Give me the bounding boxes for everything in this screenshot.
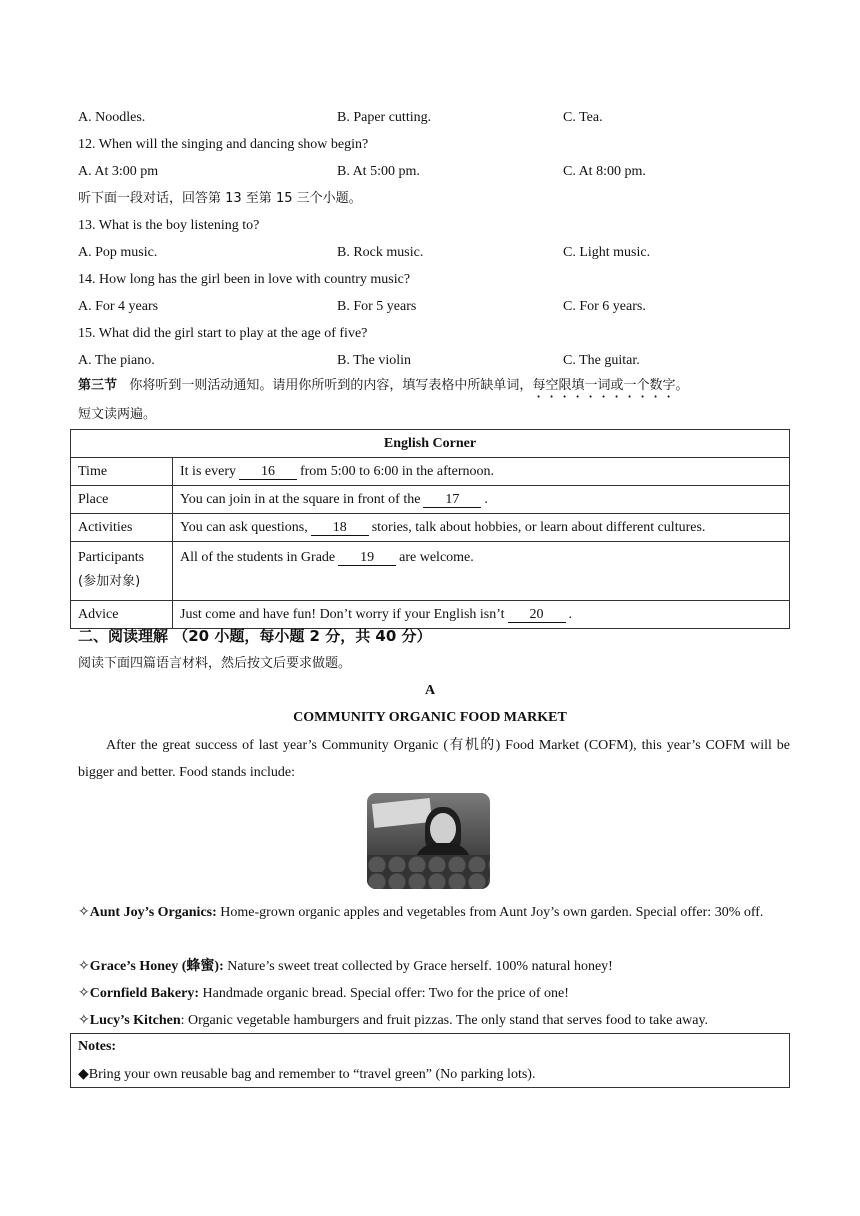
text: Just come and have fun! Don’t worry if your English isn’t	[180, 606, 505, 622]
bullet-icon: ✧	[78, 905, 90, 920]
photo-banner	[372, 798, 432, 828]
option: C. For 6 years.	[563, 299, 646, 314]
stand-desc: : Organic vegetable hamburgers and fruit pizzas. The only stand that serves food to take away.	[180, 1013, 709, 1028]
stand-name: Grace’s Honey (蜂蜜):	[89, 959, 224, 974]
option: A. For 4 years	[78, 299, 159, 314]
stand-item	[78, 1007, 790, 1034]
text: All of the students in Grade	[180, 550, 336, 565]
stand-desc: Nature’s sweet treat collected by Grace herself. 100% natural honey!	[223, 959, 613, 974]
bullet-icon: ✧	[78, 986, 90, 1001]
option: C. At 8:00 pm.	[563, 164, 646, 179]
stand-name: Aunt Joy’s Organics:	[89, 905, 217, 920]
option: C. The guitar.	[563, 353, 640, 368]
option: B. The violin	[337, 353, 412, 368]
row-content	[173, 514, 790, 542]
table-row	[71, 458, 790, 486]
english-corner-table	[70, 429, 790, 629]
text: You can ask questions,	[180, 519, 308, 535]
text: are welcome.	[399, 550, 474, 565]
stand-name: Cornfield Bakery:	[89, 986, 199, 1001]
text: You can join in at the square in front of the	[180, 491, 421, 507]
option: A. The piano.	[78, 353, 155, 368]
notes-item: ◆Bring your own reusable bag and remember to “travel green” (No parking lots).	[78, 1067, 536, 1082]
answer-blank-20[interactable]: 20	[508, 607, 566, 623]
option: A. At 3:00 pm	[78, 164, 159, 179]
option: B. At 5:00 pm.	[337, 164, 420, 179]
option: C. Light music.	[563, 245, 651, 260]
question-13: 13. What is the boy listening to?	[78, 218, 260, 233]
notes-title: Notes:	[78, 1039, 117, 1054]
reading-instruction: 阅读下面四篇语言材料，然后按文后要求做题。	[78, 656, 352, 671]
text: .	[484, 491, 488, 507]
section3-instruction-line2: 短文读两遍。	[78, 407, 157, 422]
table-title: English Corner	[71, 430, 790, 458]
row-label	[71, 542, 173, 601]
row-content	[173, 486, 790, 514]
row-label: Time	[71, 458, 173, 486]
section3-instruction	[78, 377, 688, 395]
text: stories, talk about hobbies, or learn about different cultures.	[371, 519, 706, 535]
option: B. For 5 years	[337, 299, 417, 314]
bullet-icon: ✧	[78, 1013, 90, 1028]
question-15: 15. What did the girl start to play at the age of five?	[78, 326, 368, 341]
market-photo	[367, 793, 490, 889]
photo-vegetables	[367, 855, 490, 889]
section3-label: 第三节	[78, 378, 118, 393]
question-12: 12. When will the singing and dancing show begin?	[78, 137, 369, 152]
stand-desc: Handmade organic bread. Special offer: Two for the price of one!	[199, 986, 569, 1001]
section3-text: 你将听到一则活动通知。请用你所听到的内容，填写表格中所缺单词，	[129, 378, 533, 393]
table-row	[71, 542, 790, 601]
passage-title: COMMUNITY ORGANIC FOOD MARKET	[293, 710, 567, 725]
row-label: Place	[71, 486, 173, 514]
reading-heading: 二、阅读理解 （20 小题，每小题 2 分，共 40 分）	[78, 627, 432, 645]
text: from 5:00 to 6:00 in the afternoon.	[299, 463, 495, 479]
photo-face	[430, 813, 456, 845]
row-content	[173, 458, 790, 486]
stand-item	[78, 899, 790, 926]
stand-desc: Home-grown organic apples and vegetables from Aunt Joy’s own garden. Special offer: 30% off.	[216, 905, 764, 920]
section3-emphasis: 每空限填一词或一个数字	[532, 378, 676, 393]
notes-box	[70, 1033, 790, 1088]
text: .	[568, 606, 573, 622]
answer-blank-19[interactable]: 19	[338, 550, 396, 566]
option: B. Rock music.	[337, 245, 424, 260]
option: A. Pop music.	[78, 245, 158, 260]
option: A. Noodles.	[78, 110, 146, 125]
question-14: 14. How long has the girl been in love with country music?	[78, 272, 411, 287]
stand-name: Lucy’s Kitchen	[89, 1013, 181, 1028]
table-row	[71, 601, 790, 629]
row-label: Activities	[71, 514, 173, 542]
bullet-icon: ✧	[78, 959, 90, 974]
table-header-row	[71, 430, 790, 458]
answer-blank-16[interactable]: 16	[239, 464, 297, 480]
label-cn: (参加对象)	[78, 574, 141, 589]
section3-end: 。	[675, 378, 689, 393]
answer-blank-18[interactable]: 18	[311, 520, 369, 536]
table-row	[71, 514, 790, 542]
stand-item	[78, 980, 790, 1007]
text: It is every	[180, 463, 236, 479]
table-row	[71, 486, 790, 514]
passage-intro: After the great success of last year’s Community Organic (有机的) Food Market (COFM), this year’s COFM will be bigger and better. Food stands include:	[78, 738, 790, 780]
row-label: Advice	[71, 601, 173, 629]
row-content	[173, 601, 790, 629]
instruction-13-15: 听下面一段对话，回答第 13 至第 15 三个小题。	[78, 191, 362, 206]
label-en: Participants	[78, 550, 145, 565]
option: C. Tea.	[563, 110, 603, 125]
passage-letter: A	[424, 683, 436, 698]
row-content	[173, 542, 790, 601]
stand-item	[78, 953, 790, 980]
option: B. Paper cutting.	[337, 110, 432, 125]
answer-blank-17[interactable]: 17	[423, 492, 481, 508]
